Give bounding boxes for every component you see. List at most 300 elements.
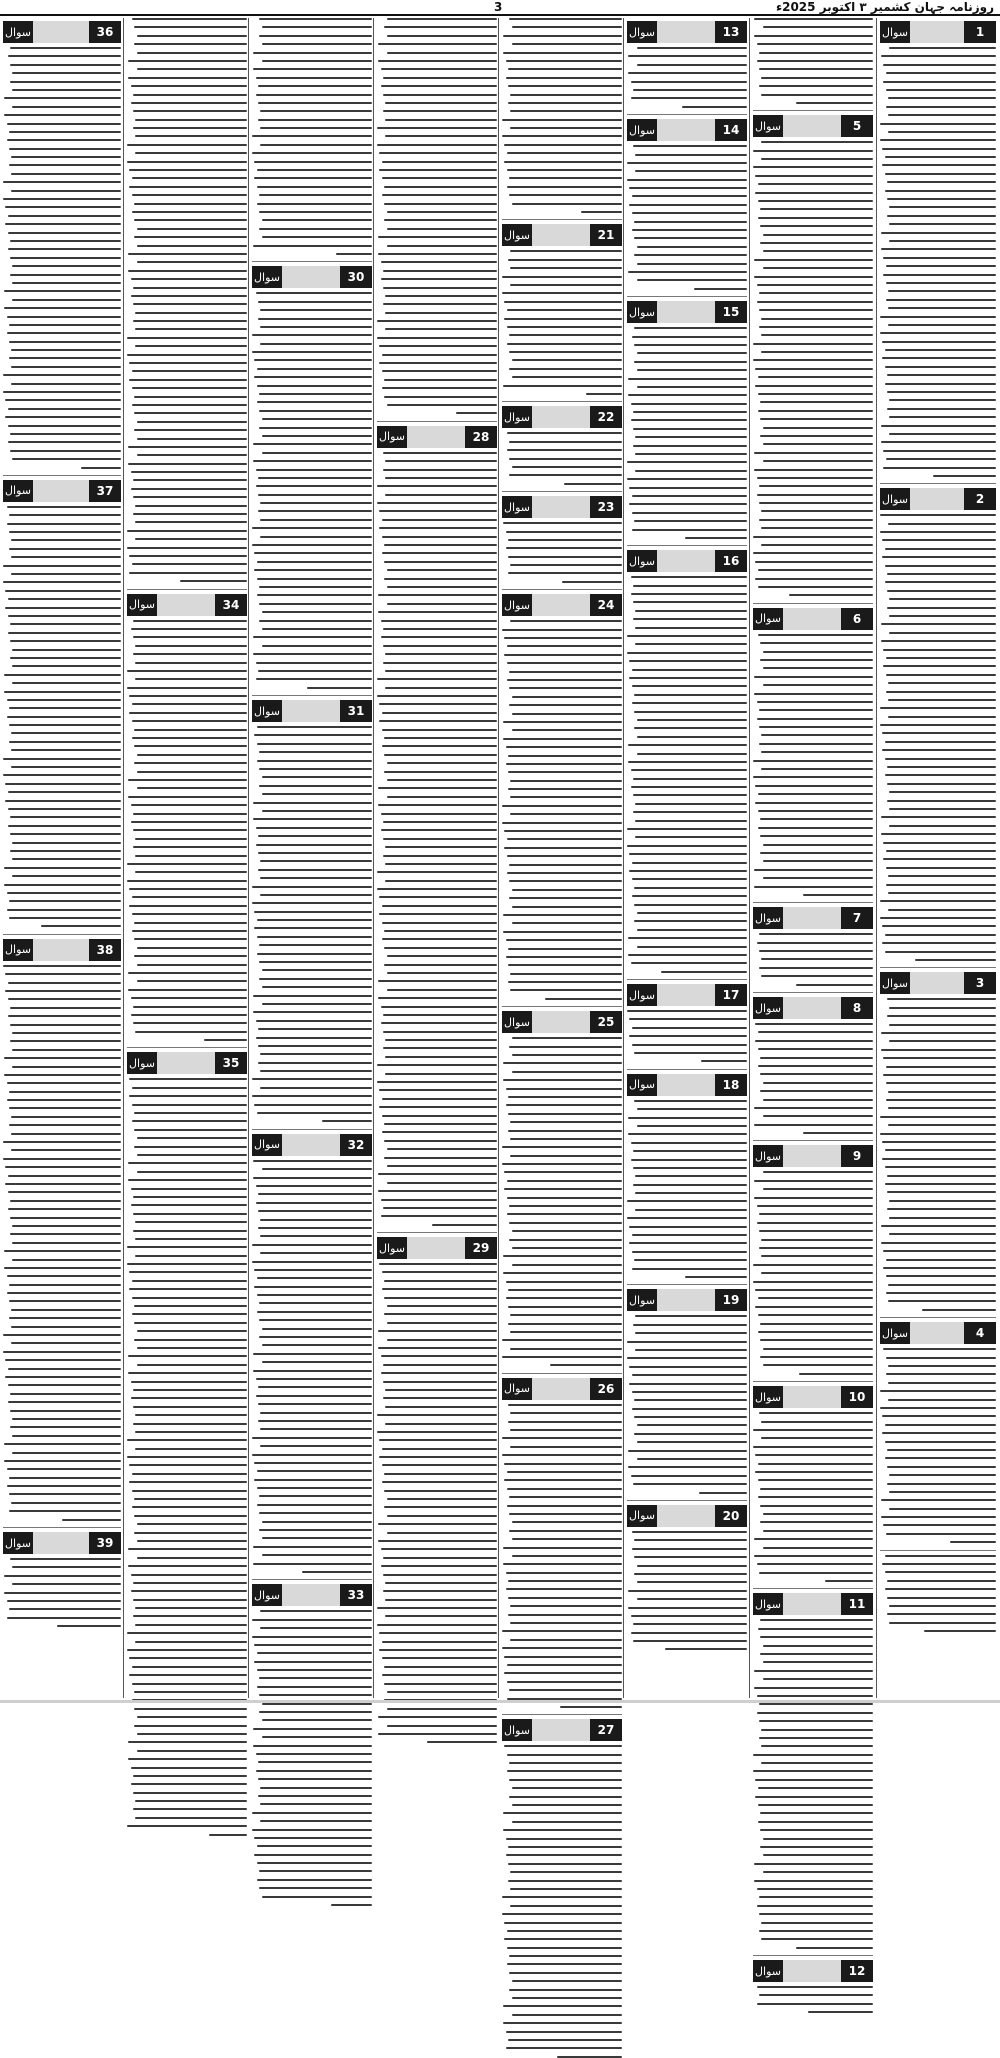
text-line bbox=[509, 334, 622, 336]
text-line bbox=[755, 1796, 873, 1798]
text-line bbox=[260, 343, 372, 345]
text-line bbox=[754, 1863, 873, 1865]
text-line bbox=[761, 141, 873, 143]
question-header bbox=[502, 496, 622, 518]
text-line bbox=[262, 60, 372, 62]
text-line bbox=[760, 435, 873, 437]
text-line bbox=[557, 2056, 622, 2058]
question-marker: سوال bbox=[127, 1052, 157, 1074]
text-line bbox=[137, 245, 247, 247]
text-line bbox=[753, 536, 873, 538]
text-line bbox=[512, 1264, 622, 1266]
question-header bbox=[377, 1237, 497, 1259]
text-line bbox=[887, 374, 996, 376]
text-line bbox=[8, 215, 121, 217]
text-line bbox=[512, 906, 622, 908]
text-line bbox=[754, 259, 873, 261]
text-line bbox=[760, 208, 873, 210]
question-header bbox=[627, 119, 747, 141]
question-number: 12 bbox=[841, 1960, 873, 1982]
text-line bbox=[256, 1185, 372, 1187]
text-line bbox=[9, 1493, 121, 1495]
text-line bbox=[257, 561, 372, 563]
text-line bbox=[754, 469, 873, 471]
text-line bbox=[11, 349, 121, 351]
text-line bbox=[759, 1737, 873, 1739]
text-line bbox=[763, 1188, 873, 1190]
text-line bbox=[135, 1624, 247, 1626]
text-line bbox=[883, 1524, 996, 1526]
text-line bbox=[8, 998, 121, 1000]
question-header bbox=[880, 972, 996, 994]
text-line bbox=[253, 443, 372, 445]
text-line bbox=[377, 337, 497, 339]
block-separator bbox=[880, 1317, 996, 1318]
text-line bbox=[888, 324, 996, 326]
text-line bbox=[10, 1007, 121, 1009]
text-line bbox=[7, 1275, 121, 1277]
text-line bbox=[11, 1133, 121, 1135]
text-line bbox=[12, 106, 121, 108]
question-number: 34 bbox=[215, 594, 247, 616]
text-line bbox=[887, 215, 996, 217]
text-line bbox=[132, 1104, 247, 1106]
text-line bbox=[510, 1888, 622, 1890]
text-line bbox=[507, 1947, 622, 1949]
text-line bbox=[634, 887, 747, 889]
question-number: 31 bbox=[340, 700, 372, 722]
question-marker: سوال bbox=[880, 21, 910, 43]
text-line bbox=[629, 1018, 747, 1020]
text-line bbox=[131, 1014, 247, 1016]
text-line bbox=[257, 1311, 372, 1313]
text-line bbox=[382, 729, 497, 731]
text-line bbox=[131, 471, 247, 473]
block-separator bbox=[502, 589, 622, 590]
text-line bbox=[257, 203, 372, 205]
text-line bbox=[507, 152, 622, 154]
text-line bbox=[256, 1020, 372, 1022]
article-text-block bbox=[502, 1037, 622, 1366]
text-line bbox=[757, 284, 873, 286]
text-line bbox=[508, 102, 622, 104]
text-line bbox=[131, 1188, 247, 1190]
text-line bbox=[322, 1120, 372, 1122]
text-line bbox=[127, 1246, 247, 1248]
text-line bbox=[503, 721, 622, 723]
text-line bbox=[885, 1183, 996, 1185]
article-text-block bbox=[127, 1078, 247, 1835]
text-line bbox=[882, 1415, 996, 1417]
text-line bbox=[632, 495, 747, 497]
text-line bbox=[5, 1183, 121, 1185]
text-line bbox=[509, 1205, 622, 1207]
text-line bbox=[382, 536, 497, 538]
text-line bbox=[509, 368, 622, 370]
text-line bbox=[262, 776, 372, 778]
text-line bbox=[509, 897, 622, 899]
text-line bbox=[12, 458, 121, 460]
text-line bbox=[633, 1167, 747, 1169]
text-line bbox=[629, 204, 747, 206]
text-line bbox=[262, 1537, 372, 1539]
article-text-block bbox=[377, 1263, 497, 1743]
question-marker: سوال bbox=[753, 997, 783, 1019]
text-line bbox=[503, 385, 622, 387]
question-marker: سوال bbox=[627, 1289, 657, 1311]
question-number: 14 bbox=[715, 119, 747, 141]
text-line bbox=[258, 477, 372, 479]
text-line bbox=[758, 393, 873, 395]
text-line bbox=[9, 324, 121, 326]
text-line bbox=[882, 1158, 996, 1160]
text-line bbox=[9, 707, 121, 709]
text-line bbox=[254, 1837, 372, 1839]
text-line bbox=[385, 295, 497, 297]
text-line bbox=[137, 454, 247, 456]
text-line bbox=[378, 611, 497, 613]
text-line bbox=[881, 1242, 996, 1244]
text-line bbox=[378, 1190, 497, 1192]
text-line bbox=[379, 896, 497, 898]
text-line bbox=[132, 194, 247, 196]
bottom-rule bbox=[0, 1700, 1000, 1703]
text-line bbox=[755, 1023, 873, 1025]
text-line bbox=[131, 295, 247, 297]
text-line bbox=[9, 148, 121, 150]
text-line bbox=[757, 1695, 873, 1697]
text-line bbox=[637, 946, 747, 948]
text-line bbox=[252, 1437, 372, 1439]
text-line bbox=[507, 1664, 622, 1666]
text-line bbox=[758, 1463, 873, 1465]
text-line bbox=[387, 18, 497, 20]
text-line bbox=[385, 1406, 497, 1408]
text-line bbox=[888, 1091, 996, 1093]
question-header bbox=[252, 1584, 372, 1606]
text-line bbox=[260, 860, 372, 862]
text-line bbox=[131, 1767, 247, 1769]
text-line bbox=[635, 610, 747, 612]
text-line bbox=[134, 1305, 247, 1307]
text-line bbox=[507, 838, 622, 840]
text-line bbox=[629, 660, 747, 662]
text-line bbox=[634, 727, 747, 729]
text-line bbox=[131, 804, 247, 806]
question-header bbox=[753, 1960, 873, 1982]
text-line bbox=[504, 847, 622, 849]
text-line bbox=[506, 763, 622, 765]
text-line bbox=[637, 1424, 747, 1426]
text-line bbox=[12, 1259, 121, 1261]
text-line bbox=[504, 1938, 622, 1940]
article-text-block bbox=[627, 576, 747, 972]
text-line bbox=[381, 261, 497, 263]
question-marker: سوال bbox=[880, 972, 910, 994]
text-line bbox=[886, 106, 996, 108]
text-line bbox=[512, 203, 622, 205]
text-line bbox=[383, 469, 497, 471]
text-line bbox=[882, 942, 996, 944]
text-line bbox=[502, 822, 622, 824]
text-line bbox=[631, 97, 747, 99]
text-line bbox=[384, 1157, 497, 1159]
text-line bbox=[502, 292, 622, 294]
text-line bbox=[758, 1804, 873, 1806]
text-line bbox=[382, 1098, 497, 1100]
text-line bbox=[635, 1192, 747, 1194]
text-line bbox=[12, 842, 121, 844]
text-line bbox=[258, 1778, 372, 1780]
text-line bbox=[627, 162, 747, 164]
text-line bbox=[256, 1202, 372, 1204]
text-line bbox=[254, 1661, 372, 1663]
text-line bbox=[11, 556, 121, 558]
text-line bbox=[132, 1666, 247, 1668]
text-line bbox=[508, 964, 622, 966]
text-line bbox=[627, 1200, 747, 1202]
text-line bbox=[5, 607, 121, 609]
text-line bbox=[758, 810, 873, 812]
text-line bbox=[796, 102, 873, 104]
question-number: 39 bbox=[89, 1532, 121, 1554]
text-line bbox=[631, 576, 747, 578]
text-line bbox=[699, 1492, 747, 1494]
text-line bbox=[631, 962, 747, 964]
text-line bbox=[257, 1686, 372, 1688]
text-line bbox=[379, 1263, 497, 1265]
text-line bbox=[127, 337, 247, 339]
text-line bbox=[512, 889, 622, 891]
text-line bbox=[885, 758, 996, 760]
text-line bbox=[254, 1286, 372, 1288]
text-line bbox=[387, 1725, 497, 1727]
text-line bbox=[257, 1652, 372, 1654]
column bbox=[502, 18, 622, 1738]
text-line bbox=[512, 43, 622, 45]
block-separator bbox=[252, 695, 372, 696]
question-marker: سوال bbox=[3, 939, 33, 961]
text-line bbox=[252, 334, 372, 336]
text-line bbox=[633, 811, 747, 813]
text-line bbox=[127, 670, 247, 672]
text-line bbox=[508, 1863, 622, 1865]
block-separator bbox=[627, 545, 747, 546]
text-line bbox=[137, 1137, 247, 1139]
text-line bbox=[761, 1922, 873, 1924]
text-line bbox=[885, 383, 996, 385]
text-line bbox=[512, 1997, 622, 1999]
column-rule bbox=[498, 18, 499, 1698]
text-line bbox=[387, 1148, 497, 1150]
question-number: 15 bbox=[715, 301, 747, 323]
text-line bbox=[3, 965, 121, 967]
text-line bbox=[763, 1171, 873, 1173]
text-line bbox=[256, 1378, 372, 1380]
text-line bbox=[387, 762, 497, 764]
text-line bbox=[881, 1032, 996, 1034]
text-line bbox=[7, 1292, 121, 1294]
text-line bbox=[8, 55, 121, 57]
text-line bbox=[257, 1277, 372, 1279]
text-line bbox=[760, 1488, 873, 1490]
text-line bbox=[508, 259, 622, 261]
question-header bbox=[3, 21, 121, 43]
question-header bbox=[753, 907, 873, 929]
text-line bbox=[378, 787, 497, 789]
text-line bbox=[262, 810, 372, 812]
text-line bbox=[628, 55, 747, 57]
column bbox=[252, 18, 372, 1694]
text-line bbox=[760, 1339, 873, 1341]
text-line bbox=[131, 628, 247, 630]
text-line bbox=[883, 257, 996, 259]
block-separator bbox=[753, 603, 873, 604]
text-line bbox=[259, 768, 372, 770]
text-line bbox=[384, 754, 497, 756]
text-line bbox=[758, 376, 873, 378]
text-line bbox=[509, 671, 622, 673]
text-line bbox=[881, 1499, 996, 1501]
text-line bbox=[383, 855, 497, 857]
text-line bbox=[253, 1011, 372, 1013]
text-line bbox=[128, 463, 247, 465]
text-line bbox=[760, 659, 873, 661]
text-line bbox=[886, 1275, 996, 1277]
text-line bbox=[384, 930, 497, 932]
text-line bbox=[383, 1031, 497, 1033]
text-line bbox=[260, 519, 372, 521]
article-text-block bbox=[753, 634, 873, 896]
text-line bbox=[507, 872, 622, 874]
text-line bbox=[137, 1171, 247, 1173]
text-line bbox=[262, 1361, 372, 1363]
text-line bbox=[258, 1028, 372, 1030]
text-line bbox=[377, 1431, 497, 1433]
text-line bbox=[262, 1554, 372, 1556]
question-marker: سوال bbox=[627, 550, 657, 572]
text-line bbox=[922, 1309, 996, 1311]
question-marker: سوال bbox=[627, 119, 657, 141]
text-line bbox=[758, 410, 873, 412]
block-separator bbox=[753, 992, 873, 993]
text-line bbox=[888, 307, 996, 309]
text-line bbox=[384, 1280, 497, 1282]
text-line bbox=[635, 820, 747, 822]
text-line bbox=[504, 637, 622, 639]
text-line bbox=[508, 1323, 622, 1325]
text-line bbox=[885, 1424, 996, 1426]
text-line bbox=[204, 1039, 247, 1041]
text-line bbox=[633, 601, 747, 603]
text-line bbox=[382, 1115, 497, 1117]
text-line bbox=[4, 691, 121, 693]
text-line bbox=[758, 793, 873, 795]
text-line bbox=[259, 1495, 372, 1497]
text-line bbox=[637, 279, 747, 281]
text-line bbox=[384, 186, 497, 188]
text-line bbox=[758, 1065, 873, 1067]
text-line bbox=[128, 253, 247, 255]
text-line bbox=[137, 947, 247, 949]
text-line bbox=[385, 1039, 497, 1041]
text-line bbox=[507, 1488, 622, 1490]
text-line bbox=[757, 942, 873, 944]
text-line bbox=[3, 181, 121, 183]
text-line bbox=[257, 936, 372, 938]
text-line bbox=[637, 736, 747, 738]
text-line bbox=[381, 278, 497, 280]
text-line bbox=[131, 85, 247, 87]
text-line bbox=[881, 1516, 996, 1518]
text-line bbox=[763, 1854, 873, 1856]
text-line bbox=[753, 1429, 873, 1431]
text-line bbox=[377, 1607, 497, 1609]
text-line bbox=[637, 719, 747, 721]
text-line bbox=[759, 68, 873, 70]
question-marker: سوال bbox=[252, 1134, 282, 1156]
text-line bbox=[8, 1368, 121, 1370]
question-number: 36 bbox=[89, 21, 121, 43]
text-line bbox=[133, 620, 247, 622]
text-line bbox=[260, 1445, 372, 1447]
text-line bbox=[763, 1348, 873, 1350]
text-line bbox=[258, 670, 372, 672]
text-line bbox=[127, 1632, 247, 1634]
text-line bbox=[761, 734, 873, 736]
text-line bbox=[381, 1022, 497, 1024]
text-line bbox=[131, 278, 247, 280]
text-line bbox=[512, 1054, 622, 1056]
text-line bbox=[760, 1323, 873, 1325]
text-line bbox=[880, 1133, 996, 1135]
text-line bbox=[634, 920, 747, 922]
text-line bbox=[7, 316, 121, 318]
text-line bbox=[682, 106, 747, 108]
text-line bbox=[504, 301, 622, 303]
text-line bbox=[256, 77, 372, 79]
text-line bbox=[258, 318, 372, 320]
text-line bbox=[137, 1523, 247, 1525]
text-line bbox=[882, 539, 996, 541]
block-separator bbox=[377, 421, 497, 422]
text-line bbox=[133, 1406, 247, 1408]
text-line bbox=[628, 1133, 747, 1135]
text-line bbox=[755, 561, 873, 563]
text-line bbox=[262, 435, 372, 437]
text-line bbox=[129, 695, 247, 697]
text-line bbox=[889, 615, 996, 617]
text-line bbox=[385, 312, 497, 314]
text-line bbox=[258, 1795, 372, 1797]
text-line bbox=[252, 1095, 372, 1097]
text-line bbox=[385, 1582, 497, 1584]
text-line bbox=[888, 97, 996, 99]
text-line bbox=[759, 1572, 873, 1574]
text-line bbox=[257, 385, 372, 387]
text-line bbox=[383, 1047, 497, 1049]
text-line bbox=[506, 956, 622, 958]
text-line bbox=[10, 1040, 121, 1042]
text-line bbox=[758, 634, 873, 636]
text-line bbox=[384, 578, 497, 580]
text-line bbox=[754, 1197, 873, 1199]
text-line bbox=[755, 385, 873, 387]
text-line bbox=[135, 1800, 247, 1802]
text-line bbox=[254, 1854, 372, 1856]
text-line bbox=[763, 234, 873, 236]
text-line bbox=[753, 1281, 873, 1283]
